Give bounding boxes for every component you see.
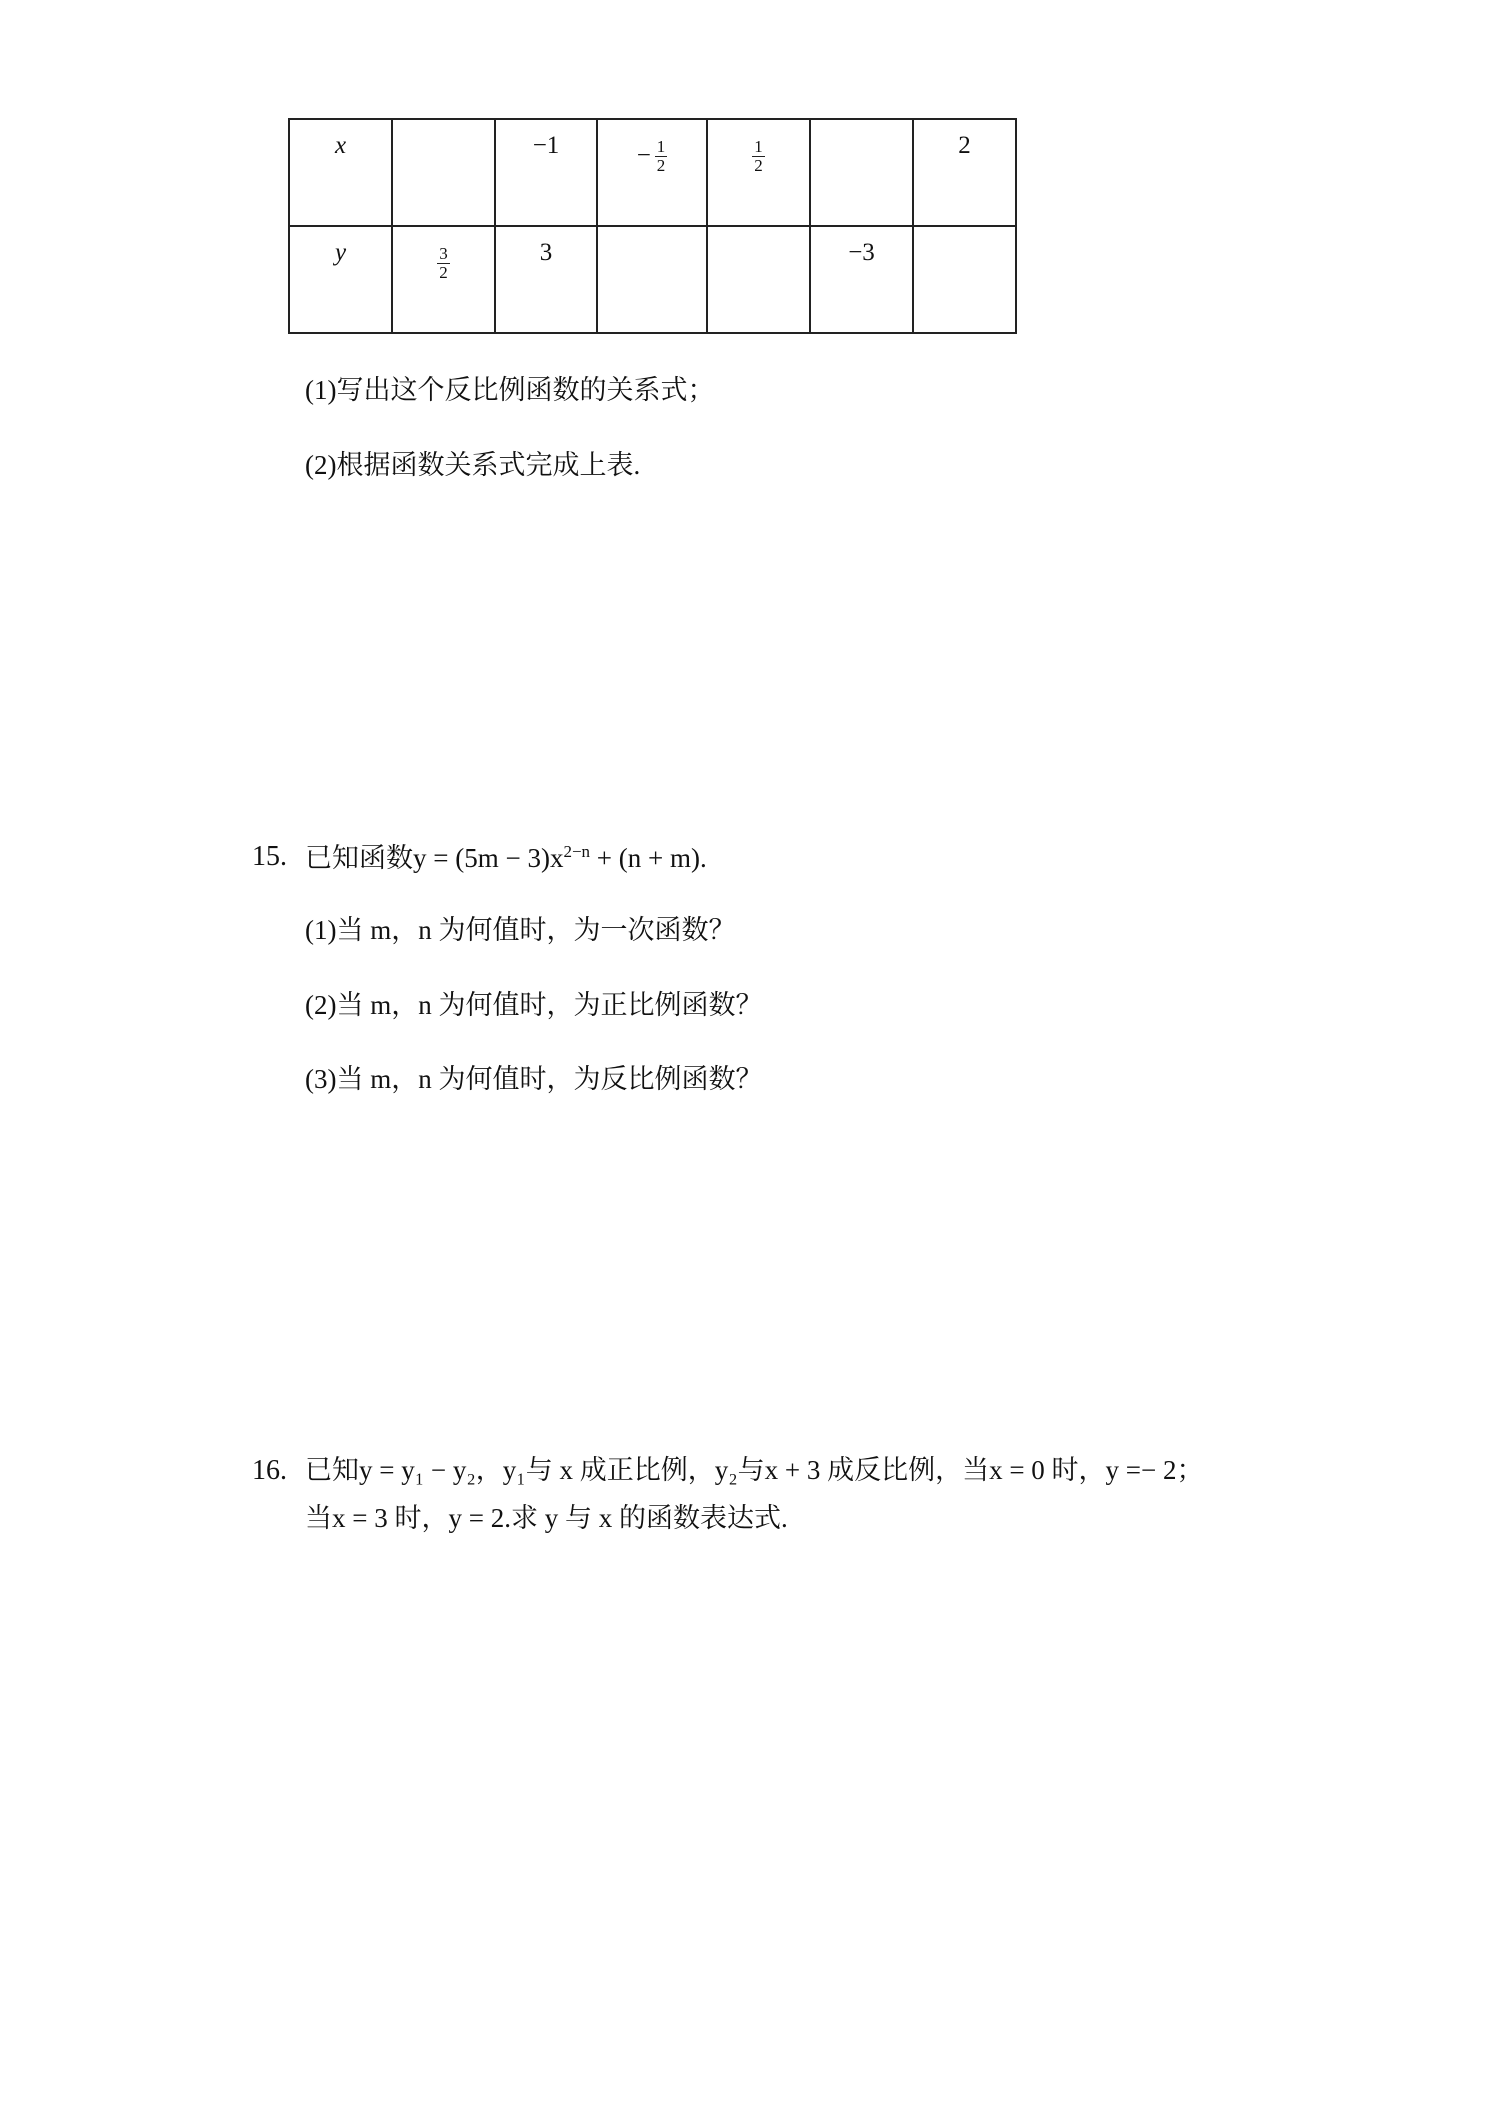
table-cell-fraction: $\frac{1}{2}$ — [707, 119, 810, 226]
table-cell: 3 — [495, 226, 597, 333]
q16-number: 16. — [252, 1455, 287, 1486]
q16-line-1: 已知y = y₁ − y₂，y₁与 x 成正比例，y₂与x + 3 成反比例，当x = 0 时，y =− 2； — [305, 1455, 1204, 1485]
q15-exponent: 2−n — [563, 842, 591, 861]
table-cell — [597, 226, 707, 333]
table-cell — [810, 119, 913, 226]
table-row-y — [289, 226, 1016, 333]
table-cell: 2 — [913, 119, 1016, 226]
q15-stem: 已知函数$y = (5m - 3)x^{2-n} + (n + m)$. — [305, 842, 707, 873]
q15-subquestion-2: (2)当 m，n 为何值时，为正比例函数？ — [305, 990, 763, 1020]
q16-line-2: 当x = 3 时，y = 2.求 y 与 x 的函数表达式. — [305, 1503, 788, 1533]
table-row-x — [289, 119, 1016, 226]
table-row-label: y — [289, 226, 392, 333]
table-cell-fraction: $\frac{3}{2}$ — [392, 226, 495, 333]
table-cell — [707, 226, 810, 333]
table-cell: −1 — [495, 119, 597, 226]
q15-number: 15. — [252, 841, 287, 872]
q15-subquestion-3: (3)当 m，n 为何值时，为反比例函数？ — [305, 1064, 763, 1094]
q14-subquestion-1: (1)写出这个反比例函数的关系式； — [305, 375, 715, 405]
table-row-label: x — [289, 119, 392, 226]
table-cell — [913, 226, 1016, 333]
table-cell-fraction: − $\frac{1}{2}$ — [597, 119, 707, 226]
table-cell — [392, 119, 495, 226]
table-cell: −3 — [810, 226, 913, 333]
q15-subquestion-1: (1)当 m，n 为何值时，为一次函数？ — [305, 915, 736, 945]
q14-subquestion-2: (2)根据函数关系式完成上表. — [305, 450, 641, 480]
value-table — [288, 118, 1017, 334]
q15-formula: y = (5m − 3)x — [413, 843, 564, 873]
